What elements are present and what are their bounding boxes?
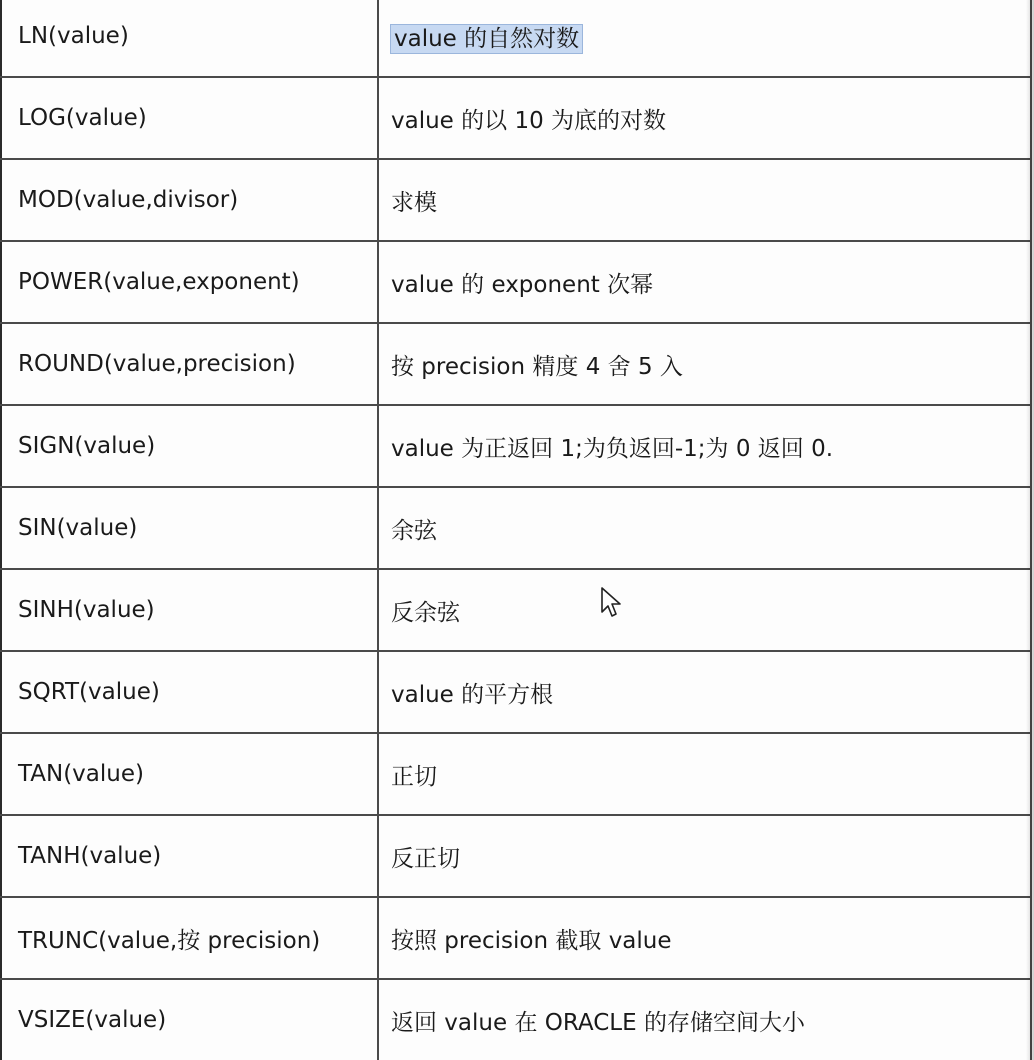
description-cell: 余弦 bbox=[378, 487, 1031, 569]
function-name-cell: ROUND(value,precision) bbox=[1, 323, 378, 405]
description-cell: 求模 bbox=[378, 159, 1031, 241]
description-cell: 反余弦 bbox=[378, 569, 1031, 651]
description-cell: 正切 bbox=[378, 733, 1031, 815]
function-name-cell: LOG(value) bbox=[1, 77, 378, 159]
table-row bbox=[1, 815, 1031, 897]
table-row bbox=[1, 733, 1031, 815]
description-cell: 按 precision 精度 4 舍 5 入 bbox=[378, 323, 1031, 405]
description-cell: value 的以 10 为底的对数 bbox=[378, 77, 1031, 159]
function-name-cell: SQRT(value) bbox=[1, 651, 378, 733]
description-cell: 按照 precision 截取 value bbox=[378, 897, 1031, 979]
function-name-cell: SIGN(value) bbox=[1, 405, 378, 487]
function-name-cell: MOD(value,divisor) bbox=[1, 159, 378, 241]
function-name-cell: TAN(value) bbox=[1, 733, 378, 815]
function-name-cell: SINH(value) bbox=[1, 569, 378, 651]
table-row bbox=[1, 323, 1031, 405]
function-name-cell: LN(value) bbox=[1, 0, 378, 77]
function-name-cell: VSIZE(value) bbox=[1, 979, 378, 1060]
table-row bbox=[1, 77, 1031, 159]
description-cell: 返回 value 在 ORACLE 的存储空间大小 bbox=[378, 979, 1031, 1060]
table-row bbox=[1, 569, 1031, 651]
description-cell bbox=[378, 0, 1031, 77]
description-cell: 反正切 bbox=[378, 815, 1031, 897]
selected-text[interactable]: value 的自然对数 bbox=[391, 25, 582, 53]
table-row bbox=[1, 405, 1031, 487]
function-name-cell: SIN(value) bbox=[1, 487, 378, 569]
description-cell: value 为正返回 1;为负返回-1;为 0 返回 0. bbox=[378, 405, 1031, 487]
function-name-cell: POWER(value,exponent) bbox=[1, 241, 378, 323]
table-row bbox=[1, 159, 1031, 241]
description-cell: value 的 exponent 次幂 bbox=[378, 241, 1031, 323]
description-cell: value 的平方根 bbox=[378, 651, 1031, 733]
table-row bbox=[1, 241, 1031, 323]
function-name-cell: TANH(value) bbox=[1, 815, 378, 897]
table-row bbox=[1, 487, 1031, 569]
function-name-cell: TRUNC(value,按 precision) bbox=[1, 897, 378, 979]
table-row bbox=[1, 979, 1031, 1060]
table-row bbox=[1, 897, 1031, 979]
table-row bbox=[1, 0, 1031, 77]
table-row bbox=[1, 651, 1031, 733]
